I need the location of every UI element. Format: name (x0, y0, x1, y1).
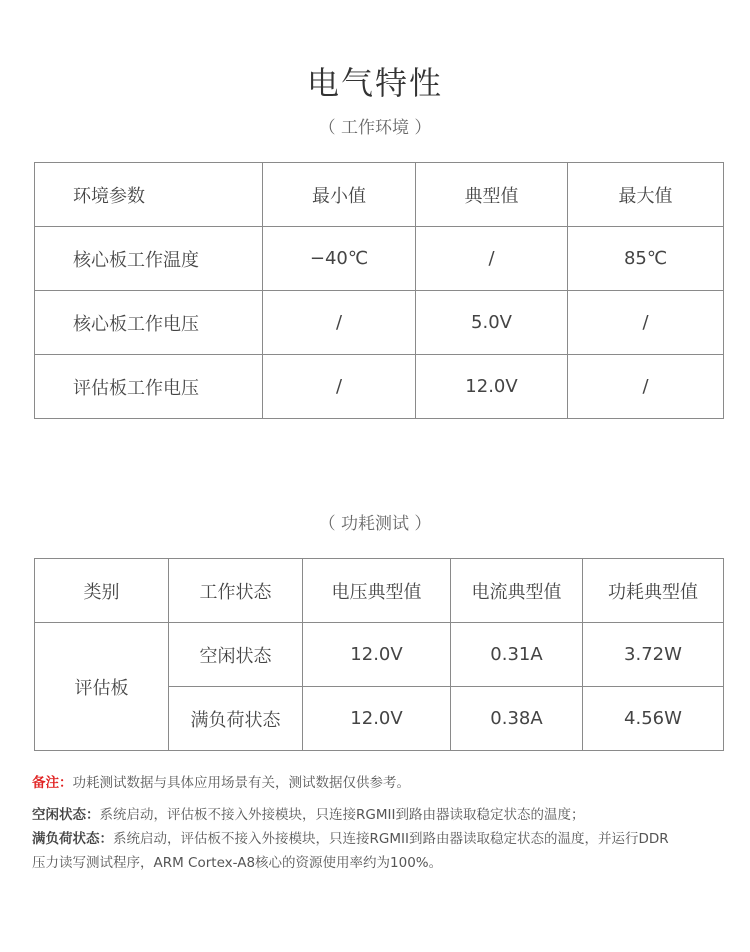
idle-note (32, 803, 722, 823)
header-cell: 类别 (35, 559, 169, 623)
remark-text: 功耗测试数据与具体应用场景有关，测试数据仅供参考。 (72, 775, 410, 791)
table-cell: / (416, 227, 568, 291)
env-subtitle: （ 工作环境 ） (318, 118, 432, 138)
full-load-label: 满负荷状态： (32, 831, 113, 847)
table-cell: 0.31A (451, 623, 583, 687)
header-cell: 工作状态 (169, 559, 303, 623)
table-row (35, 623, 724, 687)
remark-label: 备注： (32, 775, 73, 791)
header-cell: 环境参数 (35, 163, 263, 227)
table-cell: 空闲状态 (169, 623, 303, 687)
table-cell: / (263, 291, 416, 355)
environment-table (34, 162, 724, 419)
header-cell: 最大值 (568, 163, 724, 227)
full-load-note (32, 827, 722, 847)
table-header-row (35, 559, 724, 623)
power-table (34, 558, 724, 751)
header-cell: 电流典型值 (451, 559, 583, 623)
table-cell: / (263, 355, 416, 419)
table-cell: / (568, 355, 724, 419)
full-load-text-line2: 压力读写测试程序，ARM Cortex-A8核心的资源使用率约为100%。 (32, 855, 443, 871)
table-cell: 评估板工作电压 (35, 355, 263, 419)
page-title: 电气特性 (306, 64, 443, 102)
full-load-note-continued (32, 851, 722, 871)
idle-text: 系统启动，评估板不接入外接模块，只连接RGMII到路由器读取稳定状态的温度； (99, 807, 585, 823)
table-cell: 85℃ (568, 227, 724, 291)
table-cell: 12.0V (303, 623, 451, 687)
remark-note (32, 771, 722, 791)
header-cell: 电压典型值 (303, 559, 451, 623)
table-cell: 0.38A (451, 687, 583, 751)
table-cell: 12.0V (416, 355, 568, 419)
table-row (35, 227, 724, 291)
table-cell: 5.0V (416, 291, 568, 355)
table-header-row (35, 163, 724, 227)
table-cell: 4.56W (583, 687, 724, 751)
header-cell: 典型值 (416, 163, 568, 227)
category-cell: 评估板 (35, 623, 169, 751)
power-subtitle: （ 功耗测试 ） (318, 514, 432, 534)
table-cell: / (568, 291, 724, 355)
header-cell: 功耗典型值 (583, 559, 724, 623)
table-row (35, 355, 724, 419)
table-cell: 核心板工作温度 (35, 227, 263, 291)
full-load-text-line1: 系统启动，评估板不接入外接模块，只连接RGMII到路由器读取稳定状态的温度，并运行DDR (113, 831, 669, 847)
table-row (35, 291, 724, 355)
idle-label: 空闲状态： (32, 807, 100, 823)
header-cell: 最小值 (263, 163, 416, 227)
table-cell: −40℃ (263, 227, 416, 291)
table-cell: 满负荷状态 (169, 687, 303, 751)
table-cell: 12.0V (303, 687, 451, 751)
table-cell: 核心板工作电压 (35, 291, 263, 355)
table-cell: 3.72W (583, 623, 724, 687)
